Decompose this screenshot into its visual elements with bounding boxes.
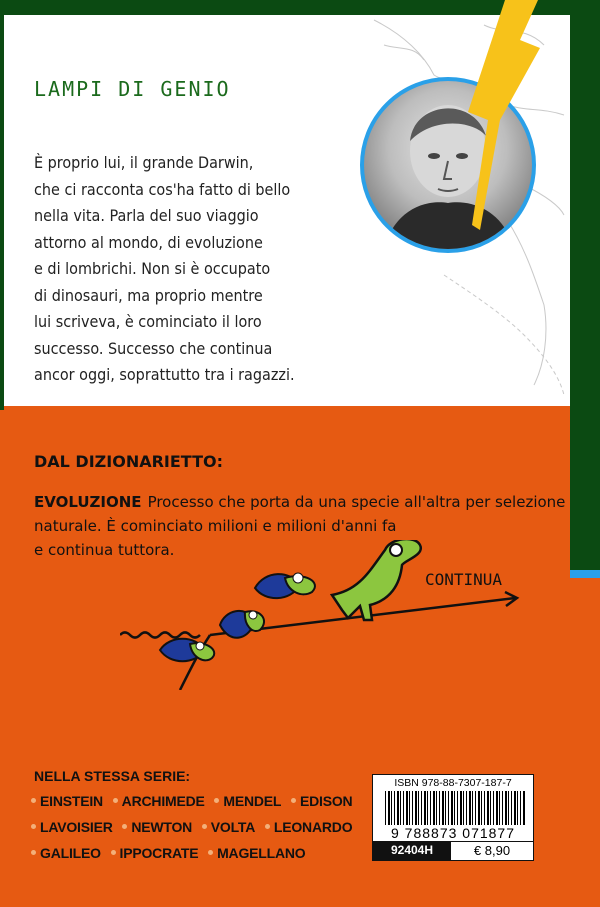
bullet-icon	[291, 798, 296, 803]
fish-3	[255, 573, 315, 598]
series-row	[30, 814, 366, 840]
definition-line: naturale. È cominciato milioni e milioni d'anni fa	[34, 517, 397, 535]
bullet-icon	[31, 798, 36, 803]
series-title-item: EINSTEIN	[40, 793, 103, 809]
bullet-icon	[31, 824, 36, 829]
blurb-line: nella vita. Parla del suo viaggio	[34, 206, 259, 225]
water-line	[120, 633, 200, 638]
bullet-icon	[208, 850, 213, 855]
series-title-item: GALILEO	[40, 845, 101, 861]
dictionary-term: EVOLUZIONE	[34, 493, 142, 511]
blurb-line: lui scriveva, è cominciato il loro	[34, 312, 262, 331]
definition-line: Processo che porta da una specie all'altra per selezione	[147, 493, 566, 511]
price: € 8,90	[451, 841, 533, 861]
evolution-illustration	[120, 540, 540, 690]
series-list	[30, 788, 366, 866]
series-title-item: LAVOISIER	[40, 819, 113, 835]
blurb-line: che ci racconta cos'ha fatto di bello	[34, 179, 291, 199]
bullet-icon	[31, 850, 36, 855]
ean-number: 9 788873 071877	[373, 825, 533, 841]
series-row	[30, 840, 366, 866]
blurb-line: attorno al mondo, di evoluzione	[34, 232, 263, 252]
product-code: 92404H	[373, 841, 451, 860]
dictionary-heading: DAL DIZIONARIETTO:	[34, 452, 223, 471]
series-row	[30, 788, 366, 814]
barcode-bars	[385, 791, 525, 827]
series-title-item: VOLTA	[210, 819, 256, 835]
definition-line: e continua tuttora.	[34, 541, 175, 559]
series-title-item: MAGELLANO	[217, 845, 306, 861]
continua-label: CONTINUA	[425, 570, 503, 589]
series-title-item: ARCHIMEDE	[121, 793, 205, 809]
blurb-line: e di lombrichi. Non si è occupato	[34, 259, 271, 278]
blurb-line: È proprio lui, il grande Darwin,	[34, 153, 254, 172]
series-title-item: LEONARDO	[273, 819, 353, 835]
bullet-icon	[265, 824, 270, 829]
bullet-icon	[202, 824, 207, 829]
bullet-icon	[214, 798, 219, 803]
bullet-icon	[113, 798, 118, 803]
series-heading: NELLA STESSA SERIE:	[34, 768, 191, 784]
blue-band	[570, 570, 600, 578]
series-title-item: IPPOCRATE	[119, 845, 199, 861]
blurb-line: ancor oggi, soprattutto tra i ragazzi.	[34, 365, 295, 384]
fish-2	[220, 611, 264, 638]
bullet-icon	[122, 824, 127, 829]
lightning-bolt-icon	[0, 0, 600, 360]
series-title: LAMPI DI GENIO	[34, 77, 231, 101]
series-title-item: MENDEL	[223, 793, 282, 809]
blurb-line: di dinosauri, ma proprio mentre	[34, 285, 263, 305]
series-title-item: EDISON	[299, 793, 353, 809]
series-title-item: NEWTON	[131, 819, 193, 835]
barcode-label	[372, 774, 534, 861]
blurb-line: successo. Successo che continua	[34, 338, 273, 358]
dinosaur	[332, 540, 421, 620]
isbn-text: ISBN 978-88-7307-187-7	[394, 777, 512, 789]
bullet-icon	[111, 850, 116, 855]
